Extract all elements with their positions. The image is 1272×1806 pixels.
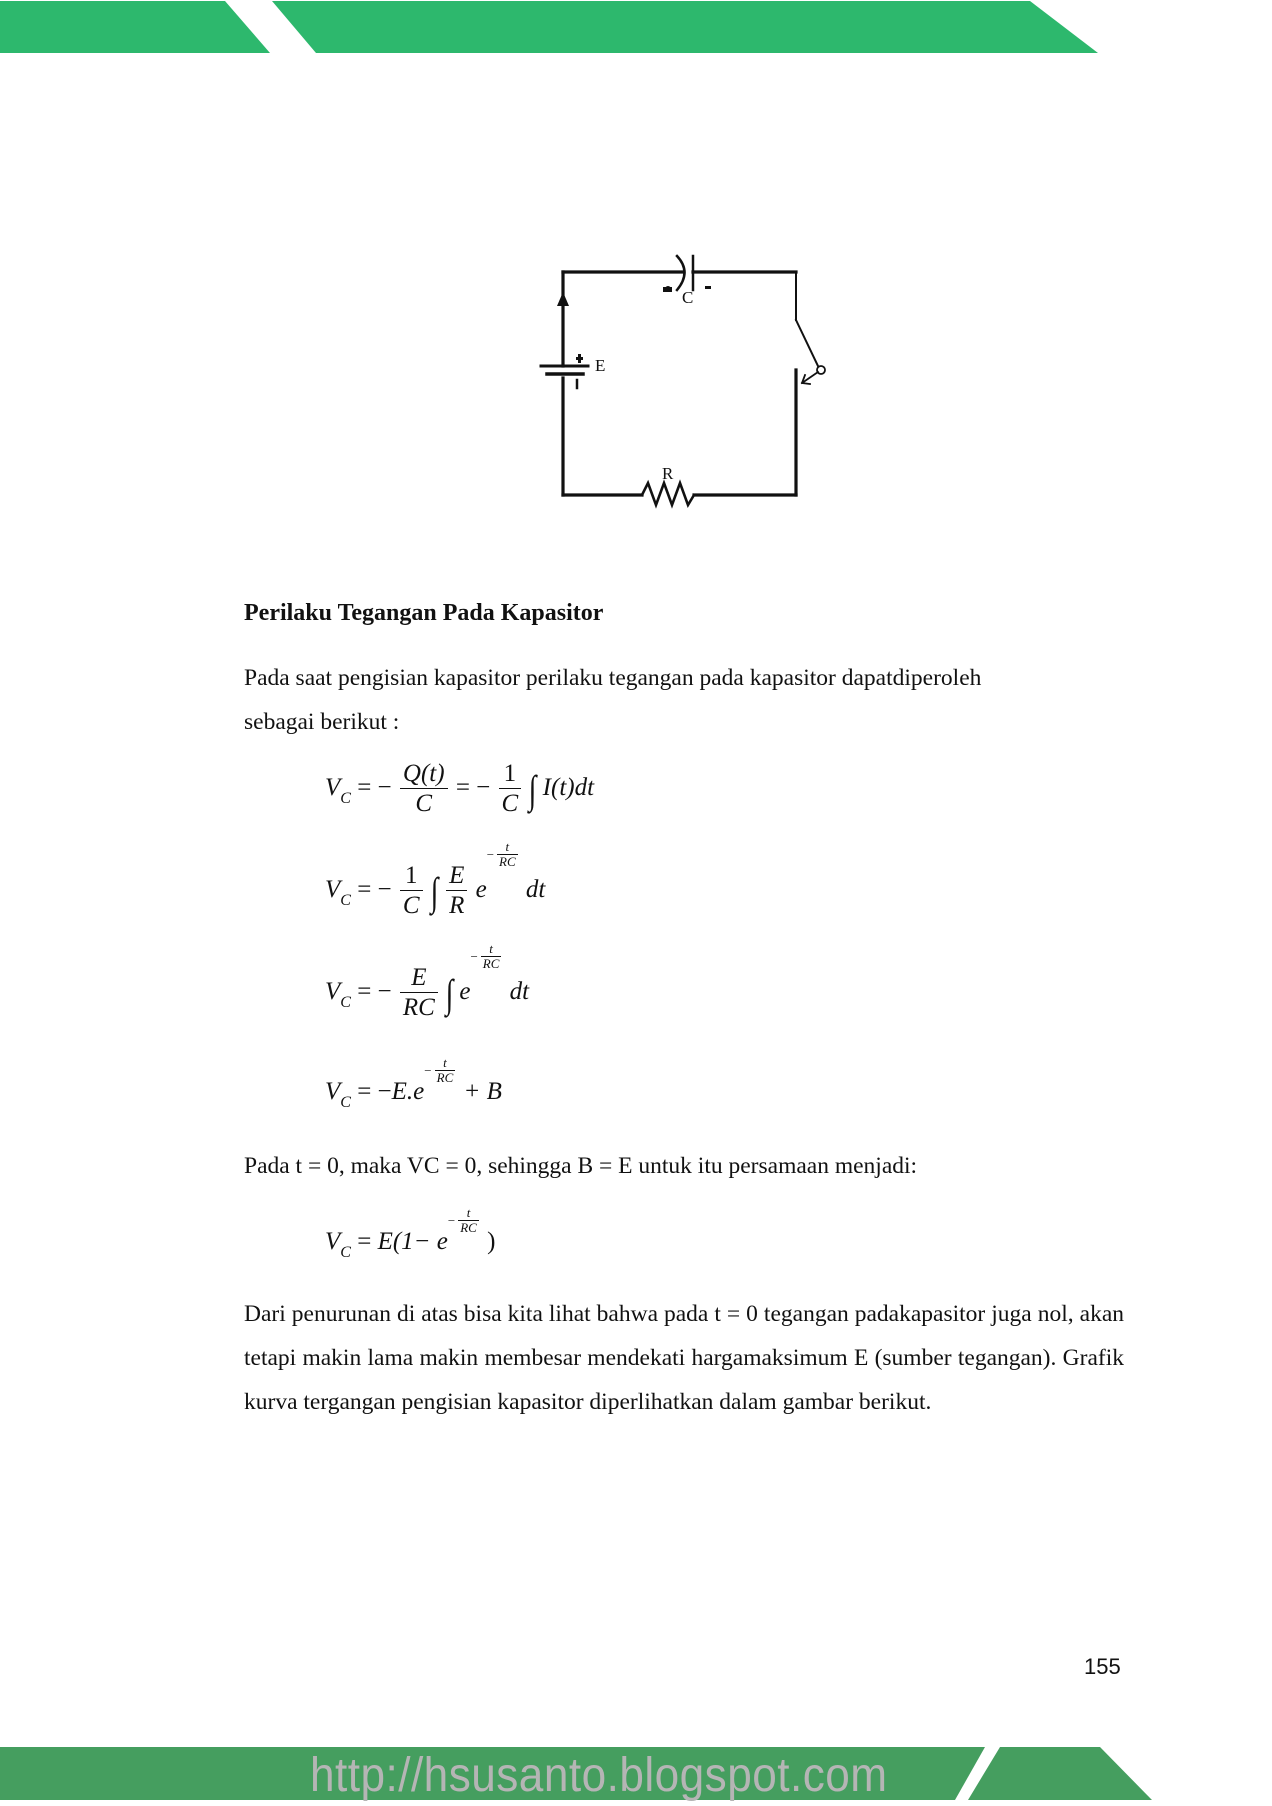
footer-bar-right [968, 1747, 1152, 1800]
intro-line-2: sebagai berikut : [244, 709, 400, 735]
equation-4: $V_C = -E.e-$ $\frac{t}{RC}$ + B [325, 1055, 502, 1111]
current-arrow-icon [557, 292, 569, 306]
eq1-lhs-sub: C [340, 790, 351, 808]
switch-blade [796, 320, 818, 366]
intro-line-1: Pada saat pengisian kapasitor perilaku tegangan pada kapasitor dapatdiperoleh [244, 665, 982, 691]
equation-2: $V_C$ = − $\frac{1}{C}$ ∫ $\frac{E}{R}$ e− $\frac{t}{RC}$ dt [325, 839, 546, 919]
header-bar-left [0, 1, 270, 53]
equation-5: $V_C = E(1- e-$ $\frac{t}{RC}$ ) [325, 1205, 496, 1261]
section-heading: Perilaku Tegangan Pada Kapasitor [244, 600, 604, 626]
integral-symbol: ∫ [529, 767, 537, 812]
page-number: 155 [1084, 1654, 1121, 1679]
resistor-label: R [662, 464, 674, 483]
equation-1: $V_C$ = − $\frac{Q(t)}{C}$ = − $\frac{1}{C}$ ∫ I(t)dt [325, 760, 595, 817]
condition-text: Pada t = 0, maka VC = 0, sehingga B = E untuk itu persamaan menjadi: [244, 1153, 918, 1179]
resistor-zigzag [642, 483, 694, 505]
header-bar-main [272, 1, 1098, 53]
battery-label: E [595, 356, 606, 375]
integral-symbol: ∫ [430, 869, 439, 914]
capacitor-label: C [682, 288, 694, 307]
eq1-frac-one: $\frac{1}{C}$ [499, 760, 522, 819]
integral-symbol: ∫ [445, 971, 454, 1016]
eq1-frac-q: $\frac{Q(t)}{C}$ [400, 760, 448, 819]
footer-url-watermark: http://hsusanto.blogspot.com [310, 1749, 888, 1802]
eq1-integrand: I(t)dt [542, 774, 595, 802]
conclusion-paragraph: Dari penurunan di atas bisa kita lihat bahwa pada t = 0 tegangan padakapasitor juga nol, akan tetapi makin lama makin membesar mendekati hargamaksimum E (sumber tegangan). Grafik kurva tergangan pengisian kapasitor diperlihatkan dalam gambar berikut. [244, 1301, 1124, 1415]
equation-3: $V_C$ = − $\frac{E}{RC}$ ∫ e− $\frac{t}{RC}$ dt [325, 941, 530, 1021]
eq1-lhs: V [325, 774, 341, 802]
